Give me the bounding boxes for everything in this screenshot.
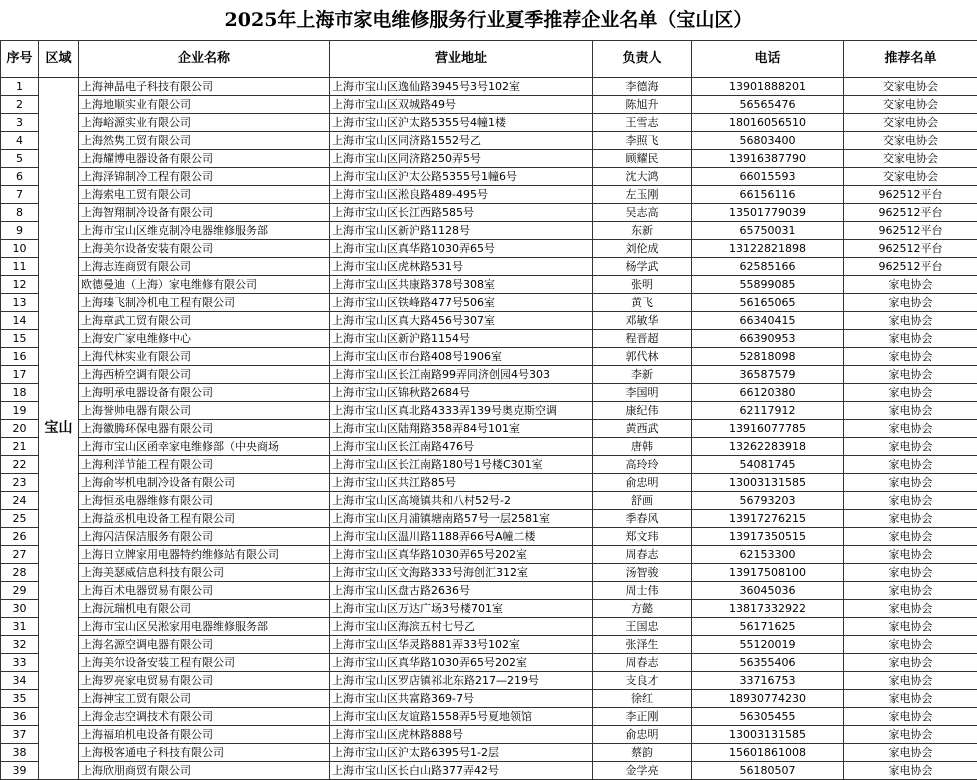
cell-phone: 62585166 xyxy=(692,258,844,276)
cell-no: 3 xyxy=(1,114,39,132)
table-row xyxy=(1,348,977,366)
cell-recommendation: 家电协会 xyxy=(844,600,977,618)
table-row xyxy=(1,564,977,582)
table-row xyxy=(1,474,977,492)
cell-address: 上海市宝山区月浦镇塘南路57号一层2581室 xyxy=(330,510,593,528)
cell-person: 方懿 xyxy=(593,600,692,618)
cell-person: 李德海 xyxy=(593,78,692,96)
header-company: 企业名称 xyxy=(79,41,330,78)
cell-no: 26 xyxy=(1,528,39,546)
cell-phone: 66340415 xyxy=(692,312,844,330)
cell-person: 张泽生 xyxy=(593,636,692,654)
cell-person: 杨学武 xyxy=(593,258,692,276)
cell-company: 欧德曼迪（上海）家电维修有限公司 xyxy=(79,276,330,294)
cell-company: 上海泽锦制冷工程有限公司 xyxy=(79,168,330,186)
cell-recommendation: 家电协会 xyxy=(844,294,977,312)
cell-no: 20 xyxy=(1,420,39,438)
cell-recommendation: 家电协会 xyxy=(844,510,977,528)
table-row xyxy=(1,618,977,636)
cell-person: 康纪伟 xyxy=(593,402,692,420)
cell-phone: 66120380 xyxy=(692,384,844,402)
cell-address: 上海市宝山区罗店镇祁北东路217—219号 xyxy=(330,672,593,690)
cell-phone: 18016056510 xyxy=(692,114,844,132)
cell-recommendation: 家电协会 xyxy=(844,690,977,708)
cell-no: 32 xyxy=(1,636,39,654)
cell-person: 李新 xyxy=(593,366,692,384)
cell-person: 张明 xyxy=(593,276,692,294)
cell-company: 上海罗亮家电贸易有限公司 xyxy=(79,672,330,690)
cell-no: 5 xyxy=(1,150,39,168)
cell-address: 上海市宝山区共康路378号308室 xyxy=(330,276,593,294)
cell-company: 上海俞岑机电制冷设备有限公司 xyxy=(79,474,330,492)
cell-region: 宝山 xyxy=(39,78,79,780)
header-row xyxy=(1,41,977,78)
cell-phone: 66156116 xyxy=(692,186,844,204)
table-row xyxy=(1,78,977,96)
cell-company: 上海百术电器贸易有限公司 xyxy=(79,582,330,600)
cell-company: 上海徽腾环保电器有限公司 xyxy=(79,420,330,438)
table-row xyxy=(1,168,977,186)
cell-phone: 13501779039 xyxy=(692,204,844,222)
cell-person: 王国忠 xyxy=(593,618,692,636)
cell-phone: 13122821898 xyxy=(692,240,844,258)
cell-phone: 56793203 xyxy=(692,492,844,510)
table-row xyxy=(1,240,977,258)
table-row xyxy=(1,366,977,384)
cell-address: 上海市宝山区盘古路2636号 xyxy=(330,582,593,600)
cell-person: 刘伦成 xyxy=(593,240,692,258)
cell-company: 上海章武工贸有限公司 xyxy=(79,312,330,330)
cell-phone: 56565476 xyxy=(692,96,844,114)
cell-recommendation: 家电协会 xyxy=(844,654,977,672)
cell-company: 上海沅瑞机电有限公司 xyxy=(79,600,330,618)
cell-person: 徐红 xyxy=(593,690,692,708)
cell-no: 19 xyxy=(1,402,39,420)
table-row xyxy=(1,528,977,546)
cell-no: 38 xyxy=(1,744,39,762)
cell-recommendation: 交家电协会 xyxy=(844,78,977,96)
cell-recommendation: 家电协会 xyxy=(844,438,977,456)
cell-person: 邓敏华 xyxy=(593,312,692,330)
cell-person: 周春志 xyxy=(593,654,692,672)
cell-recommendation: 962512平台 xyxy=(844,222,977,240)
cell-address: 上海市宝山区文海路333号海创汇312室 xyxy=(330,564,593,582)
cell-phone: 13262283918 xyxy=(692,438,844,456)
cell-phone: 66390953 xyxy=(692,330,844,348)
cell-address: 上海市宝山区双城路49号 xyxy=(330,96,593,114)
cell-company: 上海神宝工贸有限公司 xyxy=(79,690,330,708)
cell-person: 顾耀民 xyxy=(593,150,692,168)
cell-person: 唐韩 xyxy=(593,438,692,456)
cell-recommendation: 家电协会 xyxy=(844,312,977,330)
cell-phone: 18930774230 xyxy=(692,690,844,708)
cell-no: 28 xyxy=(1,564,39,582)
page-title: 2025年上海市家电维修服务行业夏季推荐企业名单（宝山区） xyxy=(0,0,977,40)
cell-company: 上海市宝山区函幸家电维修部（中央商场 xyxy=(79,438,330,456)
cell-address: 上海市宝山区同济路250弄5号 xyxy=(330,150,593,168)
cell-phone: 62153300 xyxy=(692,546,844,564)
cell-address: 上海市宝山区真华路1030弄65号202室 xyxy=(330,654,593,672)
cell-phone: 13917276215 xyxy=(692,510,844,528)
cell-recommendation: 家电协会 xyxy=(844,528,977,546)
cell-person: 汤智骏 xyxy=(593,564,692,582)
header-phone: 电话 xyxy=(692,41,844,78)
cell-no: 18 xyxy=(1,384,39,402)
cell-company: 上海美尔设备安装有限公司 xyxy=(79,240,330,258)
table-row xyxy=(1,582,977,600)
cell-phone: 65750031 xyxy=(692,222,844,240)
table-row xyxy=(1,132,977,150)
cell-no: 4 xyxy=(1,132,39,150)
cell-company: 上海极客通电子科技有限公司 xyxy=(79,744,330,762)
cell-phone: 52818098 xyxy=(692,348,844,366)
table-row xyxy=(1,492,977,510)
cell-person: 沈大鸿 xyxy=(593,168,692,186)
cell-phone: 33716753 xyxy=(692,672,844,690)
table-row xyxy=(1,258,977,276)
cell-phone: 13916077785 xyxy=(692,420,844,438)
cell-company: 上海市宝山区维克制冷电器维修服务部 xyxy=(79,222,330,240)
cell-recommendation: 家电协会 xyxy=(844,384,977,402)
cell-recommendation: 家电协会 xyxy=(844,582,977,600)
cell-address: 上海市宝山区逸仙路3945号3号102室 xyxy=(330,78,593,96)
cell-recommendation: 家电协会 xyxy=(844,492,977,510)
cell-phone: 36587579 xyxy=(692,366,844,384)
cell-company: 上海神晶电子科技有限公司 xyxy=(79,78,330,96)
cell-phone: 13916387790 xyxy=(692,150,844,168)
cell-address: 上海市宝山区长江南路180号1号楼C301室 xyxy=(330,456,593,474)
cell-address: 上海市宝山区友谊路1558弄5号夏地领馆 xyxy=(330,708,593,726)
table-row xyxy=(1,222,977,240)
cell-company: 上海明承电器设备有限公司 xyxy=(79,384,330,402)
cell-recommendation: 家电协会 xyxy=(844,744,977,762)
cell-recommendation: 家电协会 xyxy=(844,618,977,636)
cell-address: 上海市宝山区长白山路377弄42号 xyxy=(330,762,593,780)
cell-recommendation: 家电协会 xyxy=(844,330,977,348)
cell-address: 上海市宝山区真华路1030弄65号202室 xyxy=(330,546,593,564)
cell-address: 上海市宝山区真华路1030弄65号 xyxy=(330,240,593,258)
cell-no: 36 xyxy=(1,708,39,726)
cell-address: 上海市宝山区同济路1552号乙 xyxy=(330,132,593,150)
cell-no: 39 xyxy=(1,762,39,780)
table-row xyxy=(1,654,977,672)
cell-person: 李照飞 xyxy=(593,132,692,150)
cell-company: 上海金志空调技术有限公司 xyxy=(79,708,330,726)
cell-no: 31 xyxy=(1,618,39,636)
cell-phone: 54081745 xyxy=(692,456,844,474)
cell-no: 21 xyxy=(1,438,39,456)
cell-recommendation: 交家电协会 xyxy=(844,114,977,132)
cell-recommendation: 962512平台 xyxy=(844,240,977,258)
cell-no: 17 xyxy=(1,366,39,384)
cell-company: 上海耀博电器设备有限公司 xyxy=(79,150,330,168)
cell-no: 35 xyxy=(1,690,39,708)
cell-person: 蔡韵 xyxy=(593,744,692,762)
cell-company: 上海恒丞电器维修有限公司 xyxy=(79,492,330,510)
cell-address: 上海市宝山区锦秋路2684号 xyxy=(330,384,593,402)
cell-recommendation: 家电协会 xyxy=(844,546,977,564)
cell-recommendation: 家电协会 xyxy=(844,726,977,744)
table-row xyxy=(1,672,977,690)
cell-no: 7 xyxy=(1,186,39,204)
cell-person: 王雪志 xyxy=(593,114,692,132)
table-row xyxy=(1,330,977,348)
cell-no: 22 xyxy=(1,456,39,474)
cell-company: 上海市宝山区吴淞家用电器维修服务部 xyxy=(79,618,330,636)
cell-no: 8 xyxy=(1,204,39,222)
cell-company: 上海瑧飞制冷机电工程有限公司 xyxy=(79,294,330,312)
cell-recommendation: 家电协会 xyxy=(844,474,977,492)
cell-no: 27 xyxy=(1,546,39,564)
cell-person: 周春志 xyxy=(593,546,692,564)
cell-address: 上海市宝山区新沪路1128号 xyxy=(330,222,593,240)
table-row xyxy=(1,96,977,114)
cell-company: 上海索电工贸有限公司 xyxy=(79,186,330,204)
table-row xyxy=(1,744,977,762)
cell-no: 30 xyxy=(1,600,39,618)
cell-person: 左玉刚 xyxy=(593,186,692,204)
cell-no: 13 xyxy=(1,294,39,312)
cell-person: 李国明 xyxy=(593,384,692,402)
cell-address: 上海市宝山区华灵路881弄33号102室 xyxy=(330,636,593,654)
table-row xyxy=(1,546,977,564)
cell-no: 2 xyxy=(1,96,39,114)
cell-person: 高玲玲 xyxy=(593,456,692,474)
table-row xyxy=(1,312,977,330)
cell-person: 郑文玮 xyxy=(593,528,692,546)
cell-phone: 13901888201 xyxy=(692,78,844,96)
table-row xyxy=(1,114,977,132)
cell-recommendation: 家电协会 xyxy=(844,402,977,420)
cell-address: 上海市宝山区长江南路99弄同济创园4号303 xyxy=(330,366,593,384)
cell-company: 上海地顺实业有限公司 xyxy=(79,96,330,114)
cell-person: 黄西武 xyxy=(593,420,692,438)
cell-company: 上海然隽工贸有限公司 xyxy=(79,132,330,150)
cell-no: 15 xyxy=(1,330,39,348)
table-row xyxy=(1,456,977,474)
table-row xyxy=(1,402,977,420)
cell-address: 上海市宝山区虎林路888号 xyxy=(330,726,593,744)
cell-phone: 66015593 xyxy=(692,168,844,186)
cell-no: 24 xyxy=(1,492,39,510)
cell-address: 上海市宝山区温川路1188弄66号A幢二楼 xyxy=(330,528,593,546)
cell-recommendation: 交家电协会 xyxy=(844,96,977,114)
cell-no: 6 xyxy=(1,168,39,186)
cell-company: 上海日立牌家用电器特约维修站有限公司 xyxy=(79,546,330,564)
cell-address: 上海市宝山区真大路456号307室 xyxy=(330,312,593,330)
table-row xyxy=(1,636,977,654)
cell-recommendation: 家电协会 xyxy=(844,564,977,582)
cell-phone: 13917508100 xyxy=(692,564,844,582)
cell-no: 37 xyxy=(1,726,39,744)
cell-person: 季春风 xyxy=(593,510,692,528)
cell-address: 上海市宝山区高境镇共和八村52号-2 xyxy=(330,492,593,510)
cell-phone: 13003131585 xyxy=(692,474,844,492)
cell-recommendation: 家电协会 xyxy=(844,366,977,384)
cell-person: 黄飞 xyxy=(593,294,692,312)
enterprise-table xyxy=(0,40,977,780)
cell-no: 11 xyxy=(1,258,39,276)
cell-address: 上海市宝山区共富路369-7号 xyxy=(330,690,593,708)
table-body xyxy=(1,78,977,780)
cell-recommendation: 交家电协会 xyxy=(844,168,977,186)
cell-company: 上海誉帅电器有限公司 xyxy=(79,402,330,420)
cell-recommendation: 交家电协会 xyxy=(844,150,977,168)
table-row xyxy=(1,150,977,168)
cell-recommendation: 962512平台 xyxy=(844,258,977,276)
cell-address: 上海市宝山区铁峰路477号506室 xyxy=(330,294,593,312)
cell-no: 25 xyxy=(1,510,39,528)
cell-recommendation: 家电协会 xyxy=(844,348,977,366)
cell-address: 上海市宝山区沪太路5355号4幢1楼 xyxy=(330,114,593,132)
table-row xyxy=(1,510,977,528)
cell-company: 上海志连商贸有限公司 xyxy=(79,258,330,276)
cell-person: 陈旭升 xyxy=(593,96,692,114)
header-region: 区域 xyxy=(39,41,79,78)
cell-phone: 13917350515 xyxy=(692,528,844,546)
cell-phone: 55899085 xyxy=(692,276,844,294)
table-row xyxy=(1,708,977,726)
cell-recommendation: 家电协会 xyxy=(844,420,977,438)
cell-address: 上海市宝山区共江路85号 xyxy=(330,474,593,492)
cell-person: 东新 xyxy=(593,222,692,240)
cell-no: 23 xyxy=(1,474,39,492)
cell-company: 上海益丞机电设备工程有限公司 xyxy=(79,510,330,528)
cell-recommendation: 交家电协会 xyxy=(844,132,977,150)
cell-company: 上海闪洁保洁服务有限公司 xyxy=(79,528,330,546)
cell-address: 上海市宝山区万达广场3号楼701室 xyxy=(330,600,593,618)
table-row xyxy=(1,438,977,456)
cell-phone: 36045036 xyxy=(692,582,844,600)
cell-person: 程晋超 xyxy=(593,330,692,348)
cell-person: 支良才 xyxy=(593,672,692,690)
cell-phone: 56355406 xyxy=(692,654,844,672)
cell-company: 上海智翔制冷设备有限公司 xyxy=(79,204,330,222)
header-recommendation: 推荐名单 xyxy=(844,41,977,78)
cell-phone: 56803400 xyxy=(692,132,844,150)
cell-recommendation: 家电协会 xyxy=(844,636,977,654)
cell-company: 上海峪源实业有限公司 xyxy=(79,114,330,132)
cell-address: 上海市宝山区海滨五村七号乙 xyxy=(330,618,593,636)
cell-company: 上海代林实业有限公司 xyxy=(79,348,330,366)
table-row xyxy=(1,204,977,222)
table-row xyxy=(1,600,977,618)
cell-address: 上海市宝山区虎林路531号 xyxy=(330,258,593,276)
cell-recommendation: 家电协会 xyxy=(844,672,977,690)
cell-company: 上海利洋节能工程有限公司 xyxy=(79,456,330,474)
cell-person: 俞忠明 xyxy=(593,726,692,744)
cell-phone: 56180507 xyxy=(692,762,844,780)
cell-no: 10 xyxy=(1,240,39,258)
cell-address: 上海市宝山区新沪路1154号 xyxy=(330,330,593,348)
cell-person: 金学亮 xyxy=(593,762,692,780)
cell-recommendation: 家电协会 xyxy=(844,708,977,726)
cell-phone: 62117912 xyxy=(692,402,844,420)
cell-address: 上海市宝山区真北路4333弄139号奥克斯空调 xyxy=(330,402,593,420)
header-address: 营业地址 xyxy=(330,41,593,78)
table-row xyxy=(1,276,977,294)
cell-recommendation: 家电协会 xyxy=(844,762,977,780)
header-person: 负责人 xyxy=(593,41,692,78)
cell-no: 33 xyxy=(1,654,39,672)
cell-phone: 56305455 xyxy=(692,708,844,726)
cell-address: 上海市宝山区陆翔路358弄84号101室 xyxy=(330,420,593,438)
table-row xyxy=(1,186,977,204)
table-row xyxy=(1,726,977,744)
cell-phone: 15601861008 xyxy=(692,744,844,762)
cell-address: 上海市宝山区市台路408号1906室 xyxy=(330,348,593,366)
cell-address: 上海市宝山区长江南路476号 xyxy=(330,438,593,456)
cell-company: 上海美尔设备安装工程有限公司 xyxy=(79,654,330,672)
cell-person: 周士伟 xyxy=(593,582,692,600)
cell-phone: 13003131585 xyxy=(692,726,844,744)
cell-person: 李正刚 xyxy=(593,708,692,726)
cell-no: 29 xyxy=(1,582,39,600)
cell-phone: 55120019 xyxy=(692,636,844,654)
table-row xyxy=(1,294,977,312)
cell-company: 上海西桥空调有限公司 xyxy=(79,366,330,384)
table-row xyxy=(1,384,977,402)
cell-company: 上海安广家电维修中心 xyxy=(79,330,330,348)
cell-phone: 56165065 xyxy=(692,294,844,312)
cell-no: 16 xyxy=(1,348,39,366)
cell-no: 14 xyxy=(1,312,39,330)
cell-no: 1 xyxy=(1,78,39,96)
cell-recommendation: 家电协会 xyxy=(844,276,977,294)
cell-person: 吴志高 xyxy=(593,204,692,222)
cell-person: 舒画 xyxy=(593,492,692,510)
cell-no: 9 xyxy=(1,222,39,240)
cell-person: 俞忠明 xyxy=(593,474,692,492)
header-no: 序号 xyxy=(1,41,39,78)
cell-no: 12 xyxy=(1,276,39,294)
table-row xyxy=(1,690,977,708)
cell-company: 上海欣朋商贸有限公司 xyxy=(79,762,330,780)
cell-company: 上海名源空调电器有限公司 xyxy=(79,636,330,654)
cell-recommendation: 962512平台 xyxy=(844,186,977,204)
cell-address: 上海市宝山区沪太路6395号1-2层 xyxy=(330,744,593,762)
cell-no: 34 xyxy=(1,672,39,690)
cell-phone: 56171625 xyxy=(692,618,844,636)
cell-company: 上海美瑟威信息科技有限公司 xyxy=(79,564,330,582)
cell-address: 上海市宝山区淞良路489-495号 xyxy=(330,186,593,204)
cell-phone: 13817332922 xyxy=(692,600,844,618)
table-row xyxy=(1,420,977,438)
cell-company: 上海福珀机电设备有限公司 xyxy=(79,726,330,744)
cell-recommendation: 962512平台 xyxy=(844,204,977,222)
cell-address: 上海市宝山区长江西路585号 xyxy=(330,204,593,222)
cell-address: 上海市宝山区沪太公路5355号1幢6号 xyxy=(330,168,593,186)
cell-recommendation: 家电协会 xyxy=(844,456,977,474)
cell-person: 郭代林 xyxy=(593,348,692,366)
